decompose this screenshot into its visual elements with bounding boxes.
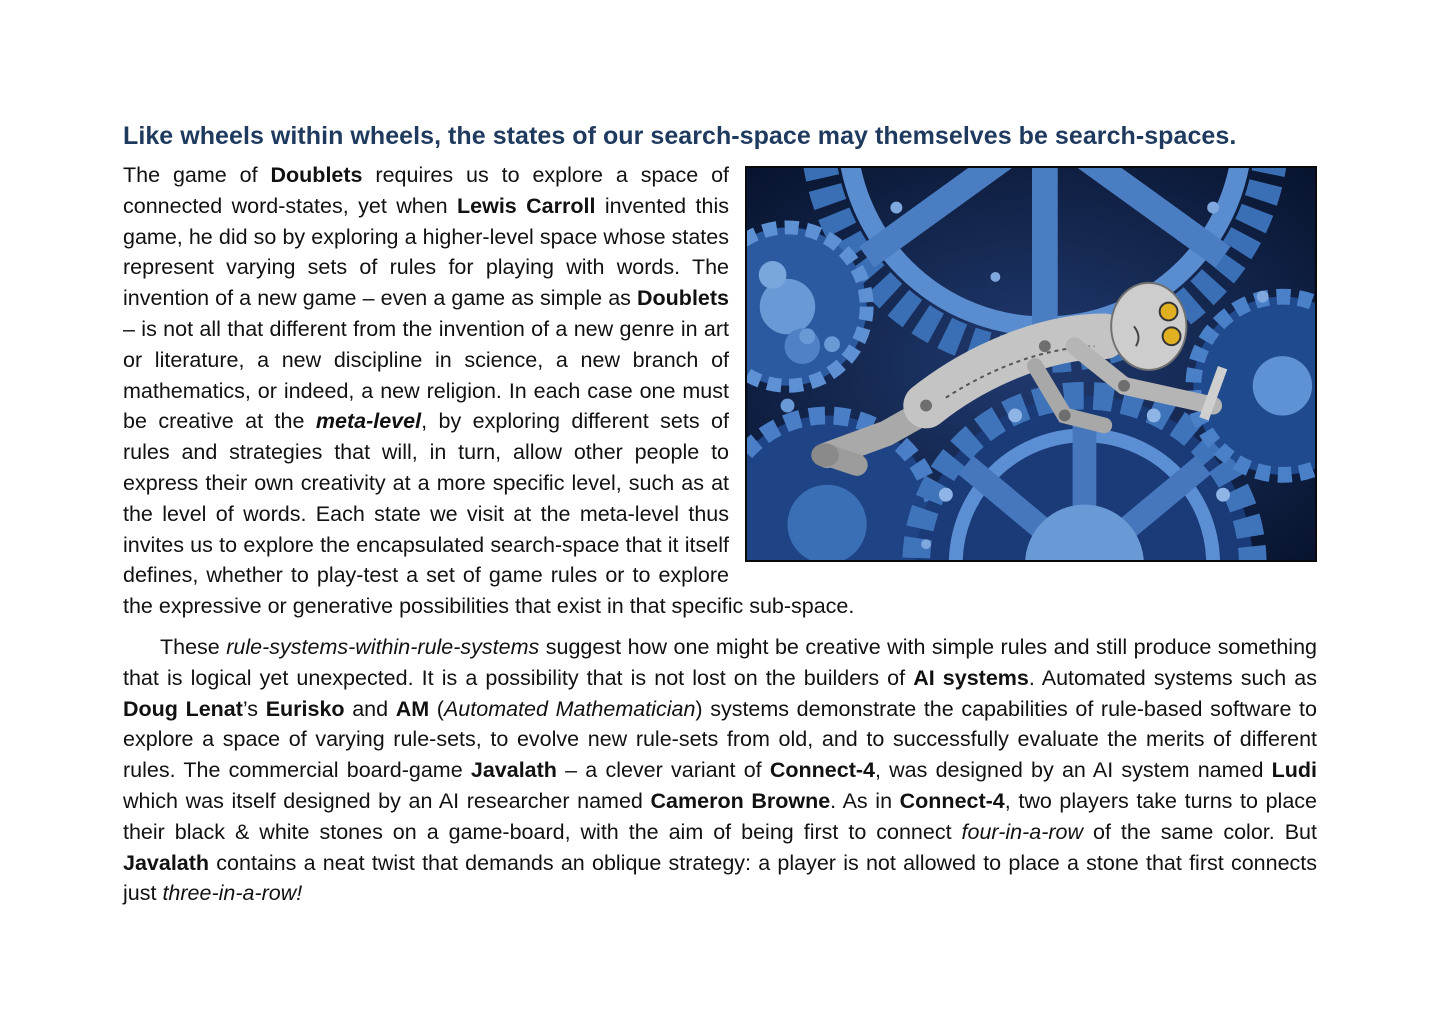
term-connect-4: Connect-4 [769, 758, 875, 783]
term-rule-systems: rule-systems-within-rule-systems [226, 634, 540, 659]
body-text [123, 160, 1317, 909]
term-connect-4: Connect-4 [899, 788, 1005, 813]
paragraph-2-text: . Automated systems such as [1028, 665, 1317, 690]
term-four-in-a-row: four-in-a-row [961, 819, 1084, 844]
term-ai-systems: AI systems [913, 665, 1029, 690]
paragraph-2-text: – a clever variant of [556, 758, 770, 783]
name-doug-lenat: Doug Lenat [123, 696, 243, 721]
term-ludi: Ludi [1271, 758, 1318, 783]
paragraph-2-text: , was designed by an AI system named [874, 758, 1272, 783]
paragraph-2-text: suggest how one might be creative with simple rules and still produce something that is logical yet unexpected. It is a possibility that is not lost on the builders of [123, 634, 1317, 690]
paragraph-1-text: The game of [123, 163, 271, 187]
paragraph-2-text: and [344, 696, 396, 721]
paragraph-2-text: of the same color. But [1083, 819, 1317, 844]
paragraph-1-text: , by exploring different sets of rules and strategies that will, in turn, allow other people to express their own creativity at a more specific level, such as at the level of words. Each state we visit at the meta-level thus invites us to explore the encapsulated search-space that it itself defines, whether to play-test a set of game rules or to explore the expressive or generative possibilities that exist in that specific sub-space. [123, 409, 855, 619]
paragraph-2-text: contains a neat twist that demands an oblique strategy: a player is not allowed to place a stone that first connects just [123, 850, 1317, 906]
name-cameron-browne: Cameron Browne [650, 788, 831, 813]
term-automated-mathematician: Automated Mathematician [443, 696, 696, 721]
term-javalath: Javalath [470, 758, 557, 783]
gears-robot-illustration [745, 166, 1317, 562]
paragraph-1-text: – is not all that different from the invention of a new genre in art or literature, a new discipline in science, a new branch of mathematics, or indeed, a new religion. In each case one must be creative at the [123, 316, 729, 434]
paragraph-2-text: ( [429, 696, 444, 721]
term-doublets: Doublets [637, 286, 729, 311]
paragraph-2-text: . As in [830, 788, 900, 813]
section-heading: Like wheels within wheels, the states of our search-space may themselves be search-spaces. [123, 122, 1237, 150]
name-lewis-carroll: Lewis Carroll [457, 193, 596, 218]
term-am: AM [395, 696, 430, 721]
term-javalath: Javalath [123, 850, 210, 875]
paragraph-2-text: These [160, 634, 227, 659]
term-doublets: Doublets [270, 163, 363, 187]
term-three-in-a-row: three-in-a-row! [162, 881, 303, 906]
term-meta-level: meta-level [315, 409, 422, 434]
paragraph-2-text: , two players take turns to place their black & white stones on a game-board, with the aim of being first to connect [123, 788, 1317, 844]
paragraph-1-text: requires us to explore a space of connected word-states, yet when [123, 163, 729, 218]
illustration-svg [747, 168, 1315, 560]
paragraph-2-text: which was itself designed by an AI researcher named [123, 788, 651, 813]
paragraph-2-text: ) systems demonstrate the capabilities of rule-based software to explore a space of varying rule-sets, to evolve new rule-sets from old, and to successfully evaluate the merits of different rules. The commercial board-game [123, 696, 1317, 783]
paragraph-2-text: ’s [242, 696, 266, 721]
term-eurisko: Eurisko [265, 696, 345, 721]
paragraph-2 [123, 632, 1317, 909]
paragraph-1-text: invented this game, he did so by exploring a higher-level space whose states represent varying sets of rules for playing with words. The invention of a new game – even a game as simple as [123, 193, 729, 311]
